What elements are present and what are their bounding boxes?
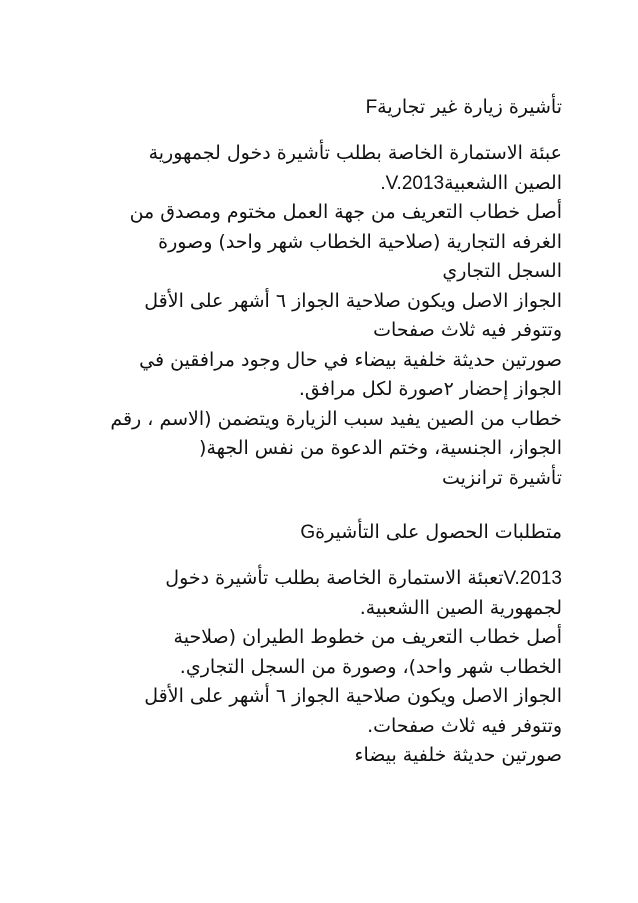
version-tag: V.2013 [385, 172, 445, 194]
body-line [92, 564, 562, 594]
body-line: وتتوفر فيه ثلاث صفحات [373, 319, 562, 341]
body-line: الجواز، الجنسية، وختم الدعوة من نفس الجهة( [199, 437, 562, 459]
section-1-heading [92, 93, 562, 123]
body-line: السجل التجاري [442, 260, 562, 282]
heading-text: تأشيرة زيارة غير تجارية [377, 96, 562, 118]
body-line: أصل خطاب التعريف من جهة العمل مختوم ومصدق من [129, 201, 562, 223]
heading-text: متطلبات الحصول على التأشيرة [315, 521, 562, 543]
body-line: أصل خطاب التعريف من خطوط الطيران (صلاحية [173, 626, 562, 648]
body-line: عبئة الاستمارة الخاصة بطلب تأشيرة دخول لجمهورية [148, 142, 562, 164]
body-line: تأشيرة ترانزيت [442, 466, 562, 489]
body-line: الغرفه التجارية (صلاحية الخطاب شهر واحد) وصورة [158, 230, 562, 253]
heading-tag: F [365, 97, 378, 118]
body-line: الجواز الاصل ويكون صلاحية الجواز ٦ أشهر على الأقل [144, 289, 562, 312]
version-tag: V.2013 [503, 568, 562, 589]
body-line: وتتوفر فيه ثلاث صفحات. [367, 714, 562, 737]
body-line: خطاب من الصين يفيد سبب الزيارة ويتضمن (الاسم ، رقم [110, 407, 562, 430]
heading-line [92, 93, 562, 123]
body-line: صورتين حديثة خلفية بيضاء [354, 744, 562, 766]
body-line: الخطاب شهر واحد)، وصورة من السجل التجاري. [179, 655, 562, 678]
heading-line [92, 518, 562, 548]
body-line: الجواز الاصل ويكون صلاحية الجواز ٦ أشهر على الأقل [144, 685, 562, 707]
section-2-body [92, 564, 562, 771]
body-line-text: الصين االشعبية [444, 171, 562, 194]
body-line: لجمهورية الصين االشعبية. [359, 596, 562, 619]
heading-tag: G [300, 522, 316, 543]
body-line: صورتين حديثة خلفية بيضاء في حال وجود مرافقين في [139, 348, 562, 371]
version-suffix: . [375, 172, 386, 194]
section-1-body [92, 139, 562, 493]
section-2-heading [92, 518, 562, 548]
body-line [92, 169, 562, 199]
body-line-text: تعبئة الاستمارة الخاصة بطلب تأشيرة دخول [165, 567, 504, 589]
body-line: الجواز إحضار ٢صورة لكل مرافق. [298, 378, 562, 400]
